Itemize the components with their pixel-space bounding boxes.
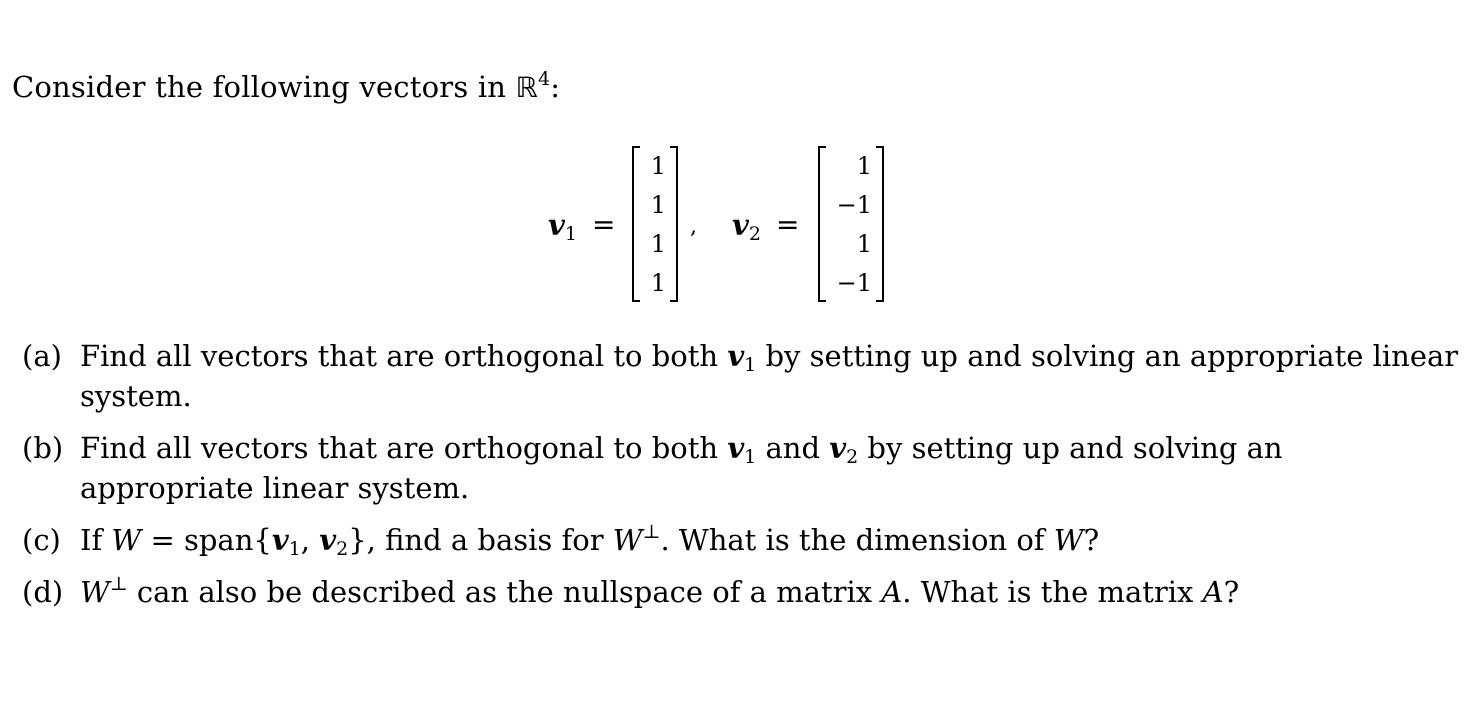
real-numbers-symbol: ℝ [515, 71, 538, 104]
v1-entry-1: 1 [650, 151, 666, 180]
part-c-W: W [111, 523, 142, 557]
part-b-text-1: Find all vectors that are orthogonal to both [80, 431, 728, 465]
part-b-marker: (b) [22, 431, 64, 465]
vector-separator: , [690, 214, 697, 239]
intro-sentence [12, 70, 560, 104]
part-a-marker: (a) [22, 339, 62, 373]
v1-entry-2: 1 [650, 190, 666, 219]
v1-right-bracket [670, 146, 678, 302]
v1-equals: = [592, 208, 616, 241]
v2-entry-1: 1 [856, 151, 872, 180]
part-d-text-3: ? [1223, 575, 1240, 609]
part-b-text-3: by setting up and solving an appropriate linear system. [80, 431, 1283, 505]
part-c-text-4: }, find a basis for [348, 523, 613, 557]
part-c-text-6: ? [1083, 523, 1100, 557]
part-c [22, 520, 1462, 560]
v2-entry-3: 1 [856, 229, 872, 258]
part-c-v2-symbol: v [319, 523, 337, 557]
part-d-W-perp: W [80, 575, 110, 609]
part-c-text-2: = span{ [141, 523, 272, 557]
part-c-v1-subscript: 1 [288, 538, 301, 560]
v2-equals: = [776, 208, 800, 241]
part-c-marker: (c) [22, 523, 61, 557]
part-c-perp-symbol: ⊥ [642, 521, 661, 543]
part-a [22, 336, 1462, 416]
part-a-text [80, 336, 1462, 416]
part-c-W-perp: W [612, 523, 643, 557]
v1-entry-4: 1 [650, 268, 666, 297]
part-b-v2-subscript: 2 [846, 446, 859, 468]
part-b-v1-subscript: 1 [744, 446, 757, 468]
part-b-text [80, 428, 1462, 508]
part-a-v1-subscript: 1 [744, 354, 757, 376]
part-d-A: A [881, 575, 903, 609]
part-c-text [80, 520, 1462, 560]
part-a-text-2: by setting up and solving an appropriate linear system. [80, 339, 1459, 413]
part-c-v2 [319, 523, 349, 560]
part-d-perp-symbol: ⊥ [109, 573, 128, 595]
v1-subscript: 1 [564, 223, 577, 245]
part-c-v1 [271, 523, 301, 560]
part-b [22, 428, 1462, 508]
v2-entry-4: −1 [836, 268, 872, 297]
v1-entry-3: 1 [650, 229, 666, 258]
part-c-text-1: If [80, 523, 112, 557]
v1-column-vector [632, 146, 678, 302]
part-d-text-1: can also be described as the nullspace of a matrix [127, 575, 882, 609]
v1-label [548, 208, 577, 245]
part-d-text-2: . What is the matrix [902, 575, 1203, 609]
part-c-text-3: , [300, 523, 320, 557]
v2-subscript: 2 [748, 223, 761, 245]
part-a-v1 [727, 339, 757, 376]
part-d-A-end: A [1202, 575, 1224, 609]
v1-symbol: v [548, 208, 565, 242]
part-b-text-2: and [756, 431, 830, 465]
v2-column-vector [818, 146, 884, 302]
part-b-v2 [829, 431, 859, 468]
dimension-exponent: 4 [538, 68, 551, 90]
part-c-text-5: . What is the dimension of [660, 523, 1054, 557]
part-b-v2-symbol: v [829, 431, 847, 465]
part-a-v1-symbol: v [727, 339, 745, 373]
v2-right-bracket [876, 146, 884, 302]
part-c-W-end: W [1053, 523, 1084, 557]
part-d [22, 572, 1462, 612]
part-b-v1-symbol: v [727, 431, 745, 465]
part-d-text [80, 572, 1462, 612]
part-b-v1 [727, 431, 757, 468]
part-c-v2-subscript: 2 [336, 538, 349, 560]
intro-colon: : [550, 70, 561, 104]
part-d-marker: (d) [22, 575, 64, 609]
v2-entry-2: −1 [836, 190, 872, 219]
v2-label [732, 208, 761, 245]
intro-text: Consider the following vectors in [12, 70, 516, 104]
v2-symbol: v [732, 208, 749, 242]
part-a-text-1: Find all vectors that are orthogonal to both [80, 339, 728, 373]
part-c-v1-symbol: v [271, 523, 289, 557]
